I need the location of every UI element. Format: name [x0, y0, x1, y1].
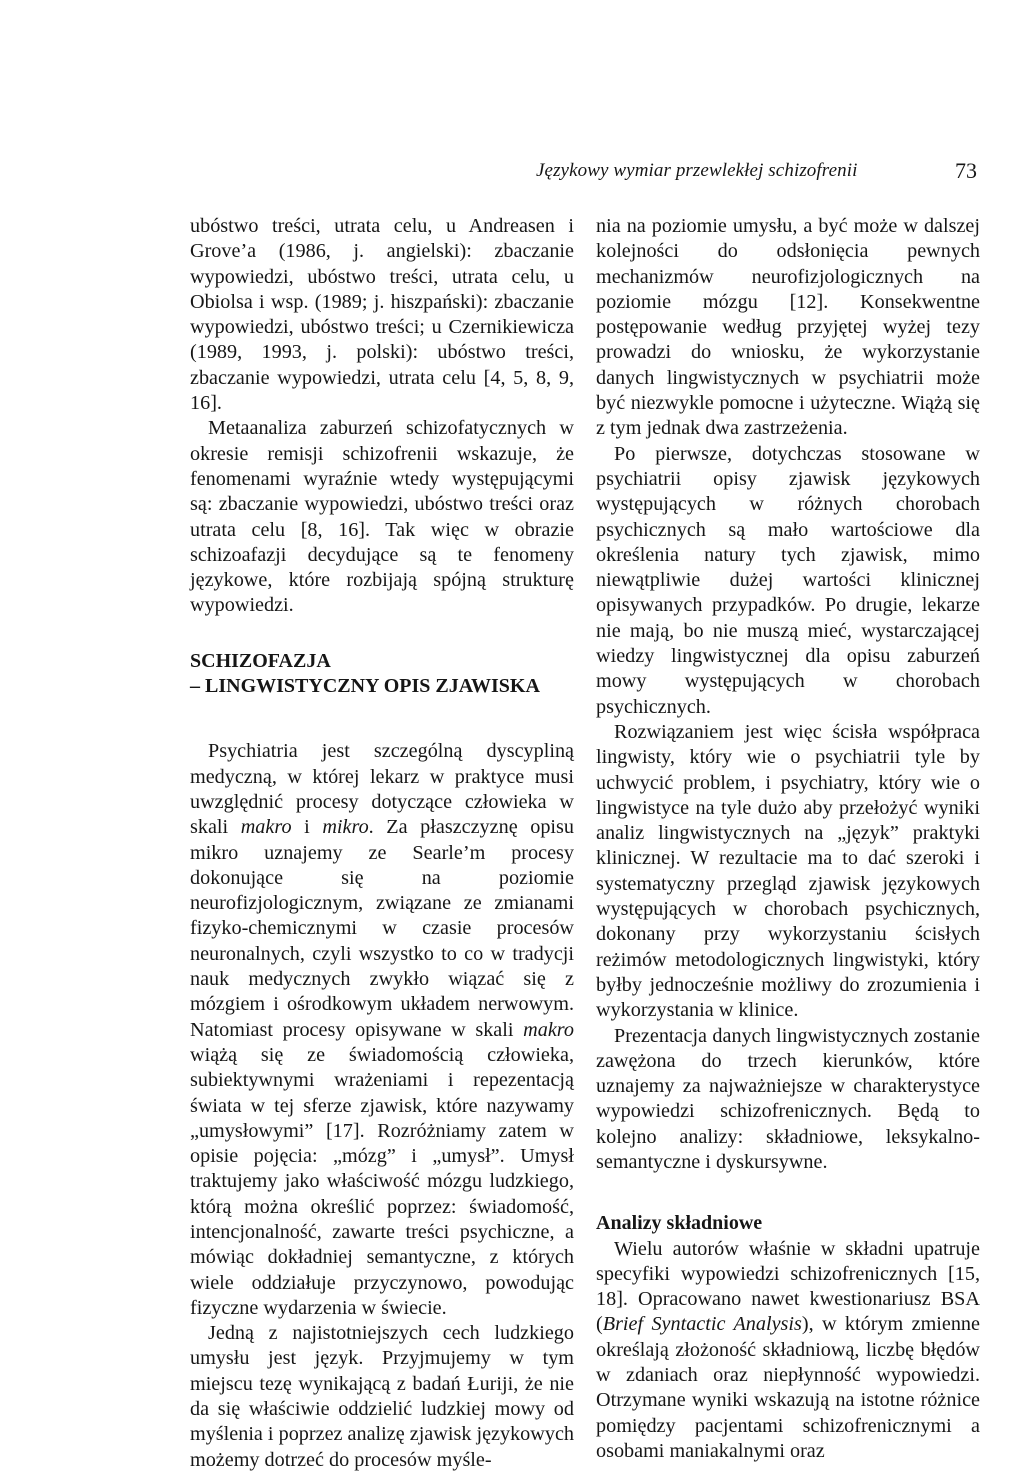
paragraph [190, 739, 574, 1321]
paragraph: ubóstwo treści, utrata celu, u Andreasen i Grove’a (1986, j. angielski): zbaczanie wypowiedzi, ubóstwo treści, utrata celu, u Obiolsa i wsp. (1989; j. hiszpański): zbaczanie wypowiedzi, ubóstwo treści; u Czernikiewicza (1989, 1993, j. polski): ubóstwo treści, zbaczanie wypowiedzi, utrata celu [4, 5, 8, 9, 16]. [190, 215, 574, 415]
paragraph: Metaanaliza zaburzeń schizofatycznych w okresie remisji schizofrenii wskazuje, że fenomenami wyraźnie wtedy występującymi są: zbaczanie wypowiedzi, ubóstwo treści oraz utrata celu [8, 16]. Tak więc w obrazie schizoafazji decydujące są te fenomeny językowe, które rozbijają spójną strukturę wypowiedzi. [190, 417, 574, 617]
paragraph: Prezentacja danych lingwistycznych zostanie zawężona do trzech kierunków, które uznajemy za najważniejsze w charakterystyce wypowiedzi schizofrenicznych. Będą to kolejno analizy: składniowe, leksykalno-semantyczne i dyskursywne. [596, 1024, 980, 1173]
page-number: 73 [955, 158, 977, 183]
emphasis: mikro [322, 816, 369, 839]
paragraph: Po pierwsze, dotychczas stosowane w psychiatrii opisy zjawisk językowych występujących w różnych chorobach psychicznych są mało wartościowe dla określenia natury tych zjawisk, mimo niewątpliwie dużej wartości klinicznej opisywanych przypadków. Po drugie, lekarze nie mają, bo nie muszą mieć, wystarczającej wiedzy lingwistycznej dla opisu zaburzeń mowy występujących w chorobach psychicznych. [596, 442, 980, 718]
text-run: Wielu autorów właśnie w składni upatruje specyfiki wypowiedzi schizofrenicznych [15, 18]. Opracowano nawet kwestionariusz BSA ( [596, 1237, 980, 1336]
left-column [190, 214, 574, 1473]
text-run: Psychiatria jest szczególną dyscypliną medyczną, w której lekarz w praktyce musi uwzględnić procesy dotyczące człowieka w skali [190, 740, 574, 839]
text-run: ), w którym zmienne określają złożoność składniową, liczbę błędów w zdaniach oraz niepłynność wypowiedzi. Otrzymane wyniki wskazują na istotne różnice pomiędzy pacjentami schizofrenicznymi a osobami maniakalnymi oraz [596, 1313, 980, 1462]
section-title-line: SCHIZOFAZJA [190, 649, 331, 672]
section-title [190, 649, 574, 700]
emphasis: makro [523, 1018, 574, 1041]
emphasis: makro [240, 816, 292, 839]
paragraph: Jedną z najistotniejszych cech ludzkiego umysłu jest język. Przyjmujemy w tym miejscu tezę wynikającą z badań Łuriji, że nie da się właściwie oddzielić ludzkiej mowy od myślenia i poprzez analizę zjawisk językowych możemy dotrzeć do procesów myśle- [190, 1322, 574, 1471]
emphasis: Brief Syntactic Analysis [602, 1313, 802, 1336]
text-run: wiążą się ze świadomością człowieka, subiektywnymi wrażeniami i repezentacją świata w tej sferze zjawisk, które nazywamy „umysłowymi” [17]. Rozróżniamy zatem w opisie pojęcia: „mózg” i „umysł”. Umysł traktujemy jako właściwość mózgu ludzkiego, którą można określić poprzez: świadomość, intencjonalność, zawarte treści psychiczne, a mówiąc dokładniej semantyczne, z których wiele oddziałuje przyczynowo, powodując fizyczne wydarzenia w świecie. [190, 1043, 574, 1319]
paragraph [596, 1237, 980, 1465]
subsection-title: Analizy składniowe [596, 1212, 763, 1235]
section-title-line: – LINGWISTYCZNY OPIS ZJAWISKA [190, 675, 540, 698]
text-run: i [291, 816, 323, 839]
text-run: . Za płaszczyznę opisu mikro uznajemy ze Searle’m procesy dokonujące się na poziomie neurofizjologicznym, związane ze zmianami fizyko-chemicznymi w czasie procesów neuronalnych, czyli wszystko to co w tradycji nauk medycznych zwykło wiązać się z mózgiem i ośrodkowym układem nerwowym. Natomiast procesy opisywane w skali [190, 816, 574, 1041]
right-column [596, 214, 980, 1464]
running-title: Językowy wymiar przewlekłej schizofrenii [536, 160, 858, 181]
paragraph: nia na poziomie umysłu, a być może w dalszej kolejności do odsłonięcia pewnych mechanizmów neurofizjologicznych na poziomie mózgu [12]. Konsekwentne postępowanie według przyjętej wyżej tezy prowadzi do wniosku, że wykorzystanie danych lingwistycznych w psychiatrii może być niezwykle pomocne i użyteczne. Wiążą się z tym jednak dwa zastrzeżenia. [596, 215, 980, 440]
paragraph: Rozwiązaniem jest więc ścisła współpraca lingwisty, który wie o psychiatrii tyle by uchwycić problem, i psychiatry, który wie o lingwistyce na tyle dużo aby przełożyć wyniki analiz lingwistycznych na „język” praktyki klinicznej. W rezultacie ma to dać szeroki i systematyczny przegląd zjawisk językowych występujących w chorobach psychicznych, dokonany przy wykorzystaniu ścisłych reżimów metodologicznych lingwistyki, który byłby jednocześnie możliwy do zrozumienia i wykorzystania w klinice. [596, 720, 980, 1022]
